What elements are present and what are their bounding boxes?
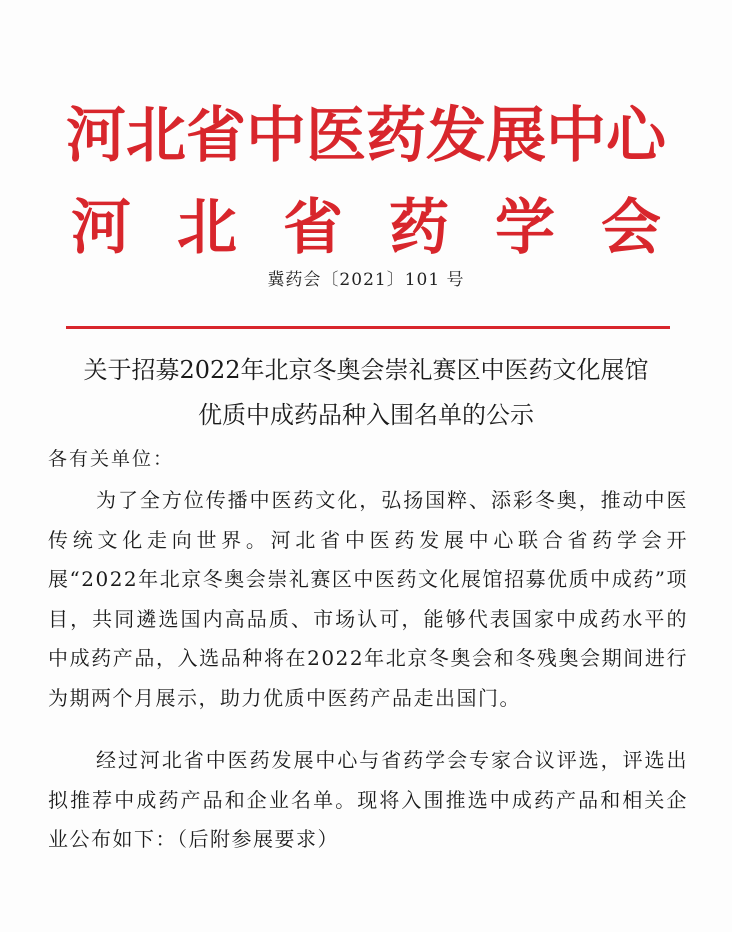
- document-title-line-2: 优质中成药品种入围名单的公示: [198, 401, 534, 429]
- issuing-org-title-2: 河北省药学会: [71, 193, 707, 263]
- body-paragraph: 为了全方位传播中医药文化，弘扬国粹、添彩冬奥，推动中医传统文化走向世界。河北省中医药发展中心联合省药学会开展“2022年北京冬奥会崇礼赛区中医药文化展馆招募优质中成药”项目，共同遴选国内高品质、市场认可，能够代表国家中成药水平的中成药产品，入选品种将在2022年北京冬奥会和冬残奥会期间进行为期两个月展示，助力优质中医药产品走出国门。: [48, 488, 688, 710]
- salutation: 各有关单位：: [48, 448, 175, 470]
- body-paragraph: 经过河北省中医药发展中心与省药学会专家合议评选，评选出拟推荐中成药产品和企业名单。现将入围推选中成药产品和相关企业公布如下：（后附参展要求）: [48, 748, 688, 851]
- document-title-line-1: 关于招募2022年北京冬奥会崇礼赛区中医药文化展馆: [83, 356, 649, 384]
- document-number: 冀药会〔2021〕101 号: [267, 270, 465, 290]
- red-divider-line: [66, 326, 670, 329]
- issuing-org-title: 河北省中医药发展中心: [66, 101, 666, 171]
